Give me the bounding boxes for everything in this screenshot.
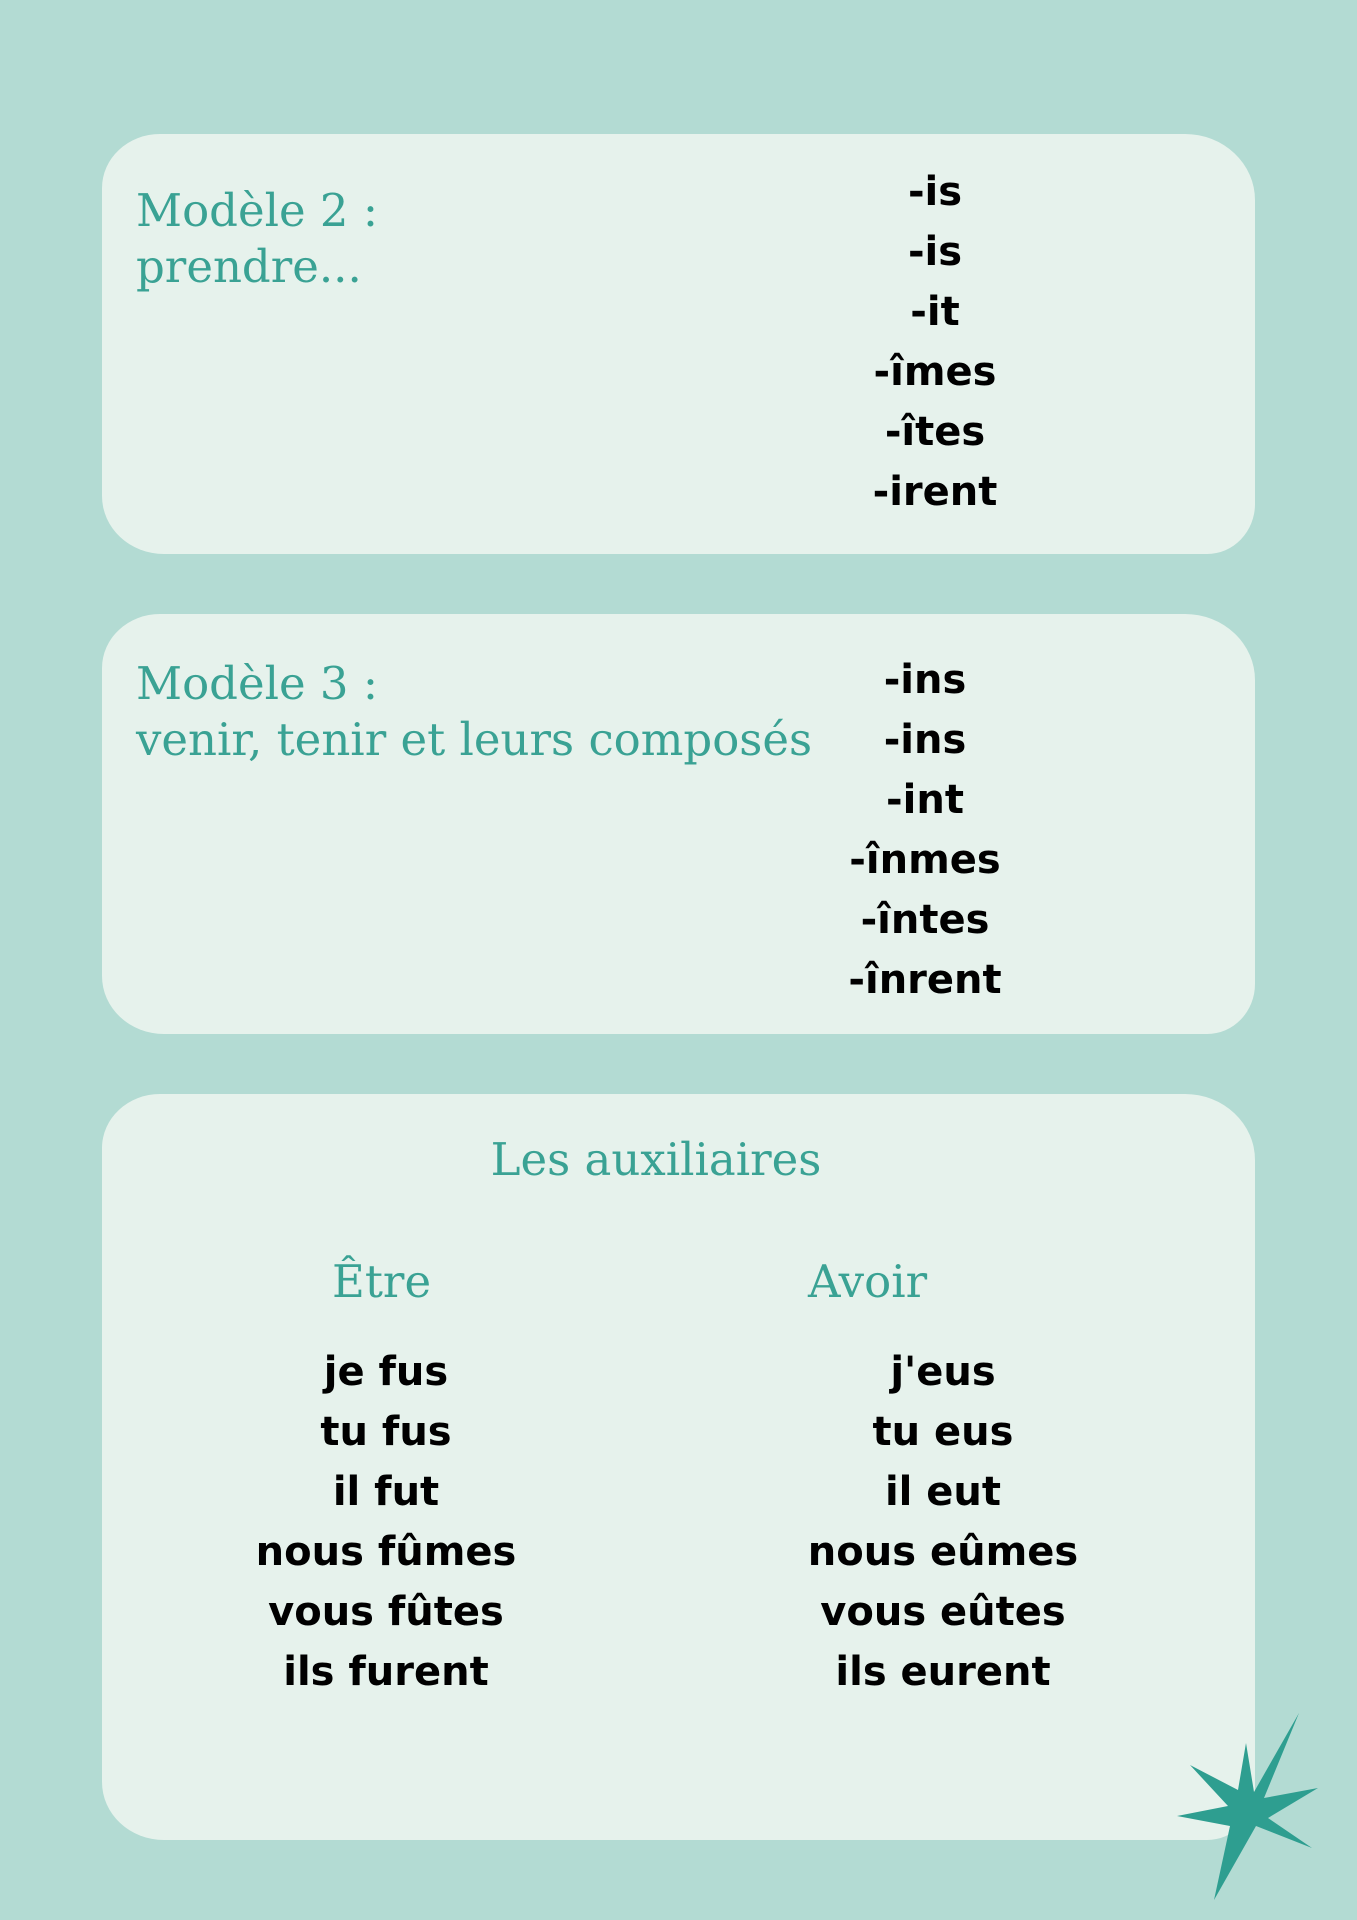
conjugation-item: vous eûtes: [820, 1589, 1066, 1635]
conjugation-item: nous fûmes: [255, 1529, 517, 1575]
model3-title-line1: Modèle 3 :: [136, 657, 379, 710]
starburst-icon: [1172, 1708, 1322, 1904]
ending-item: -is: [907, 229, 963, 275]
model3-title-line2: venir, tenir et leurs composés: [136, 713, 813, 766]
model2-title-line1: Modèle 2 :: [136, 184, 379, 237]
model3-title: [136, 656, 812, 768]
ending-item: -ins: [883, 657, 967, 703]
model3-endings-list: [790, 650, 1060, 1010]
conjugation-item: vous fûtes: [268, 1589, 504, 1635]
ending-item: -îtes: [884, 409, 986, 455]
avoir-heading: Avoir: [808, 1255, 928, 1308]
conjugation-item: je fus: [323, 1349, 449, 1395]
ending-item: -întes: [860, 897, 990, 943]
conjugation-item: tu fus: [320, 1409, 452, 1455]
model2-endings-list: [800, 162, 1070, 522]
conjugation-item: j'eus: [890, 1349, 996, 1395]
avoir-conjugation-list: [793, 1342, 1093, 1702]
conjugation-item: ils eurent: [835, 1649, 1051, 1695]
conjugation-item: il eut: [884, 1469, 1002, 1515]
ending-item: -is: [907, 169, 963, 215]
ending-item: -înmes: [849, 837, 1001, 883]
etre-conjugation-list: [236, 1342, 536, 1702]
ending-item: -int: [886, 777, 964, 823]
conjugation-item: il fut: [332, 1469, 440, 1515]
etre-heading: Être: [332, 1255, 432, 1308]
ending-item: -it: [910, 289, 960, 335]
conjugation-item: tu eus: [872, 1409, 1014, 1455]
ending-item: -îmes: [873, 349, 997, 395]
model2-title: [136, 183, 378, 295]
conjugation-item: nous eûmes: [807, 1529, 1079, 1575]
ending-item: -irent: [872, 469, 998, 515]
ending-item: -înrent: [848, 957, 1002, 1003]
ending-item: -ins: [883, 717, 967, 763]
conjugation-item: ils furent: [283, 1649, 489, 1695]
auxiliaires-title: Les auxiliaires: [490, 1133, 822, 1186]
model2-title-line2: prendre...: [136, 240, 362, 293]
